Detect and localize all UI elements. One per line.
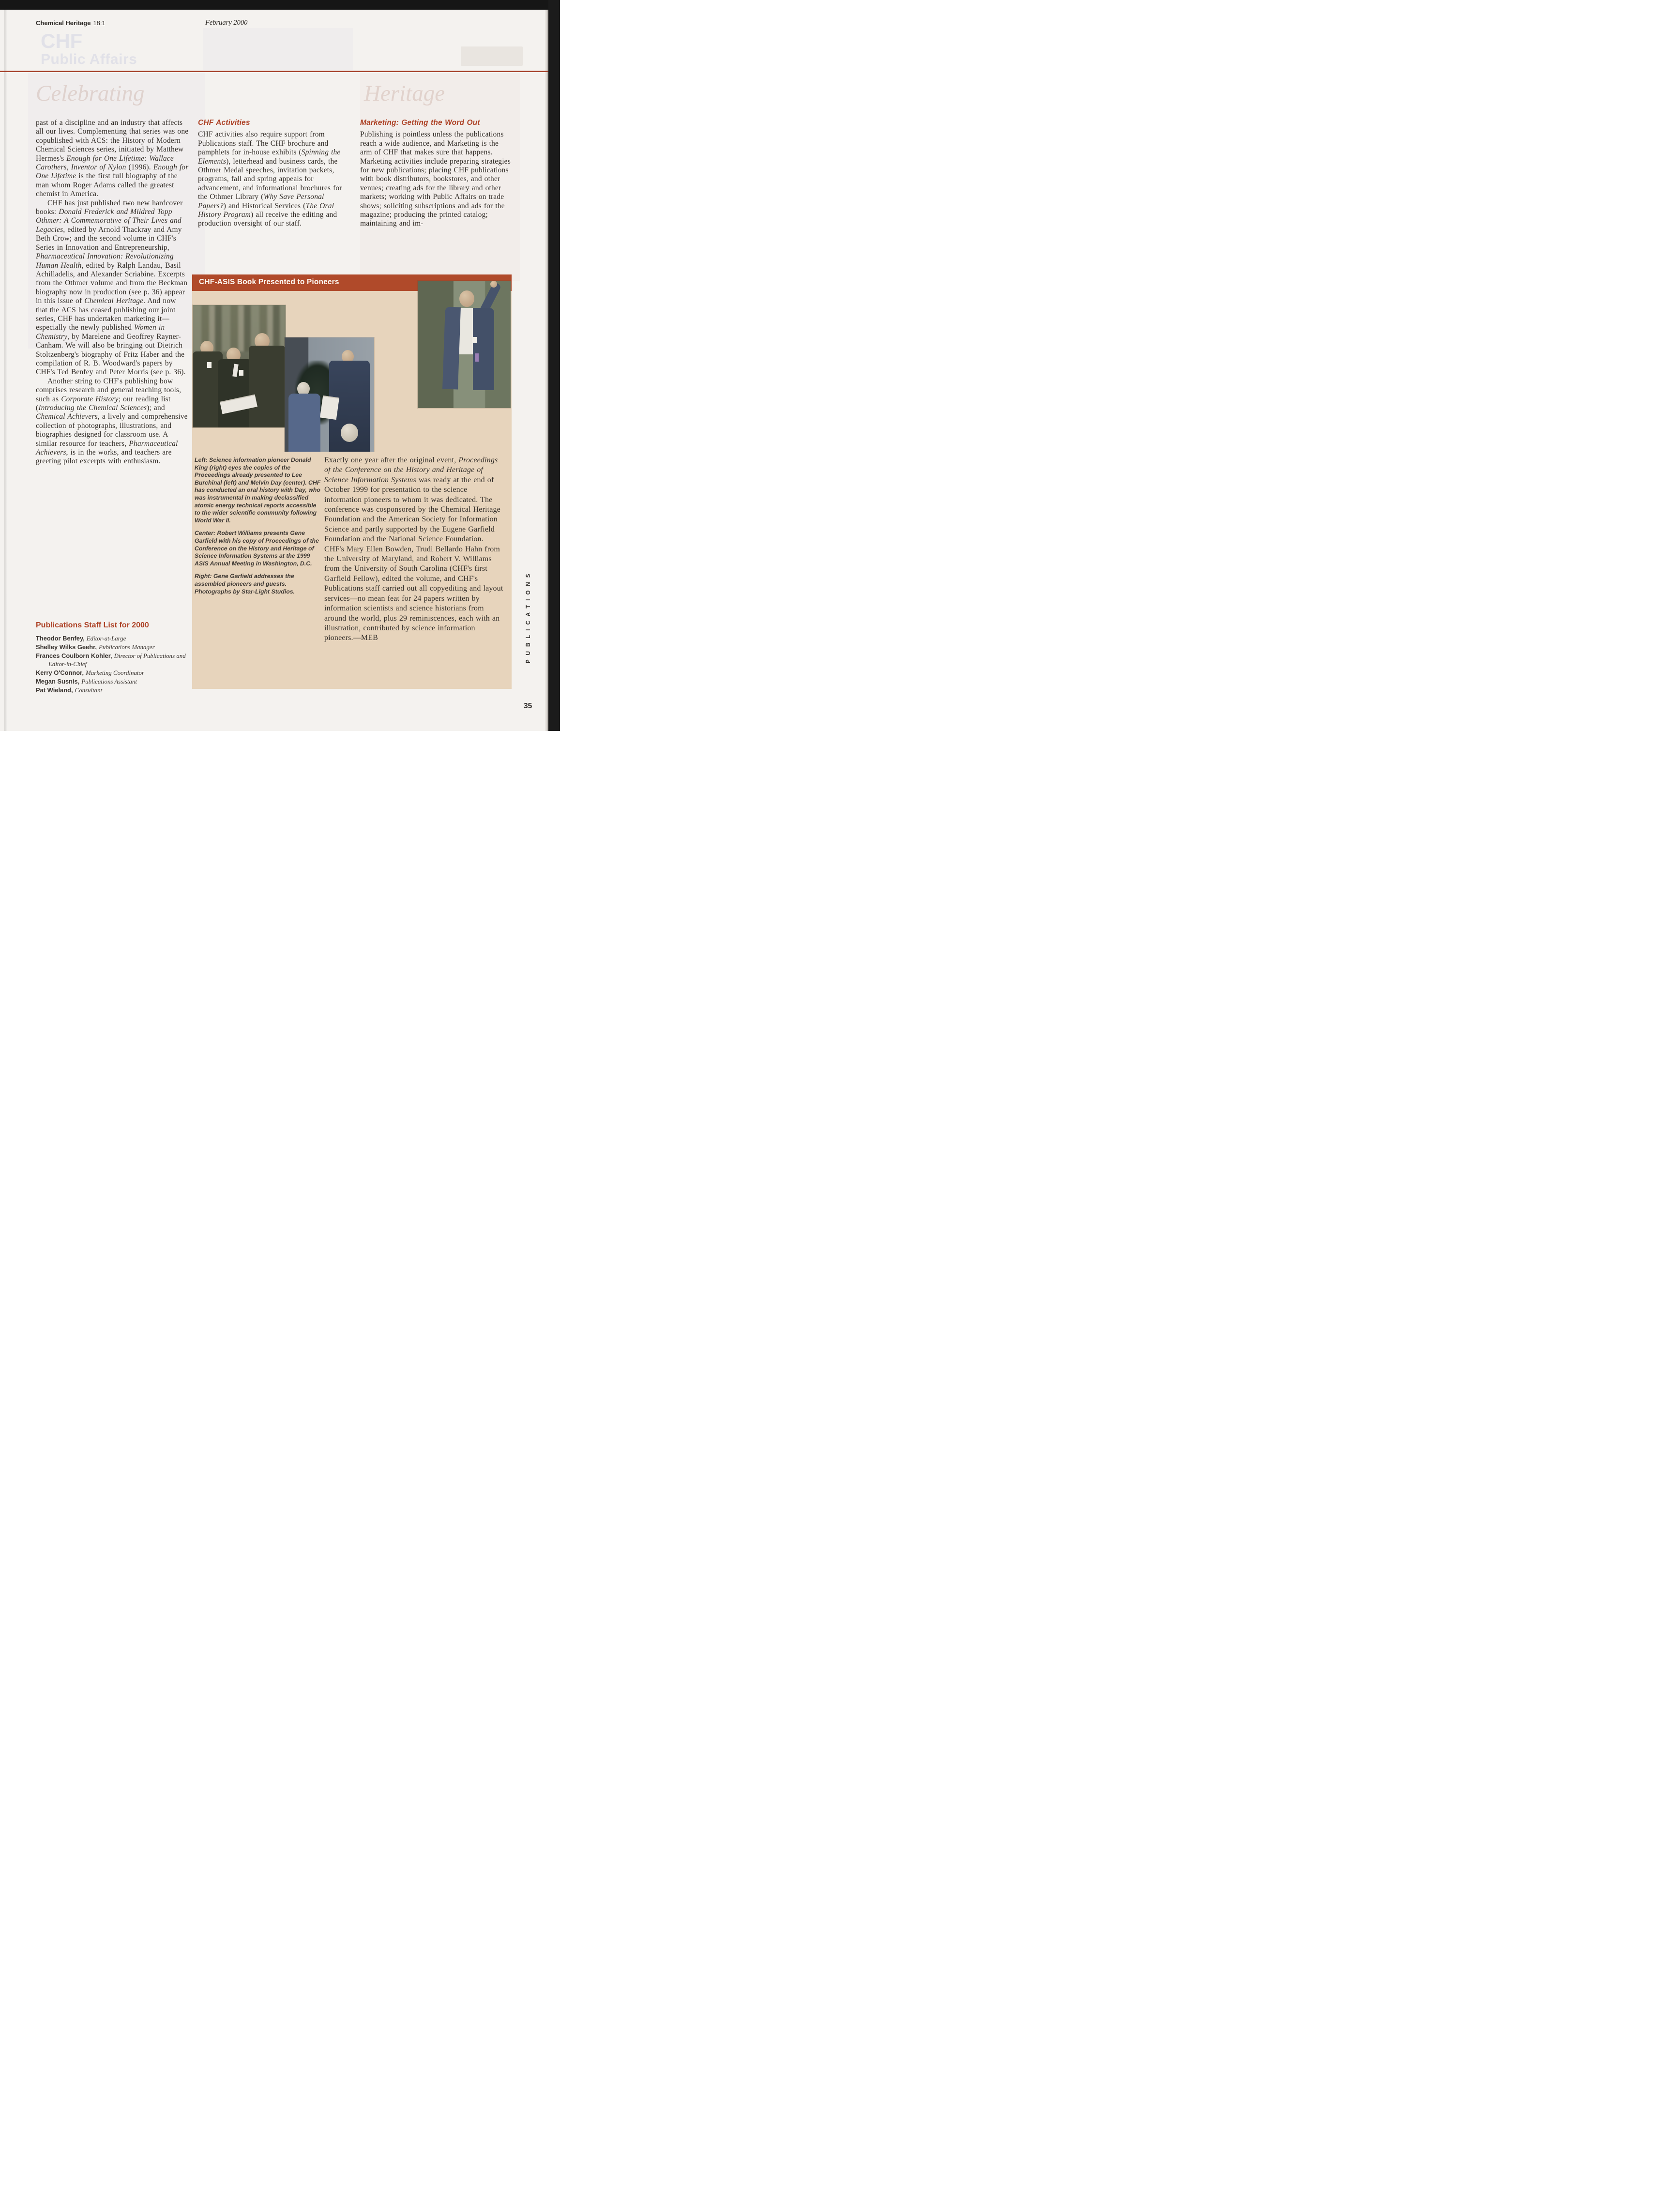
person-head: [459, 290, 474, 307]
section-heading-marketing: Marketing: Getting the Word Out: [360, 119, 480, 127]
ghost-headline-right: Heritage: [364, 81, 445, 106]
presented-book: [320, 396, 339, 420]
staff-member: [36, 634, 196, 643]
staff-member-name: Theodor Benfey,: [36, 635, 85, 642]
staff-member-name: Megan Susnis,: [36, 678, 80, 685]
name-tag: [239, 370, 243, 376]
ghost-watermark-line2: Public Affairs: [41, 51, 137, 67]
feature-banner-title: CHF-ASIS Book Presented to Pioneers: [199, 278, 339, 286]
ghost-headline-left: Celebrating: [36, 81, 145, 106]
photo-pioneers-with-proceedings: [193, 305, 286, 427]
jacket-right: [473, 308, 494, 390]
photo-captions: [195, 457, 321, 601]
issue-number: 18:1: [93, 19, 106, 27]
section-heading-chf-activities: CHF Activities: [198, 119, 250, 127]
staff-member-role: Publications Manager: [99, 644, 155, 651]
caption-left-photo: Left: Science information pioneer Donald King (right) eyes the copies of the Proceedings already presented to Lee Burchinal (left) and Melvin Day (center). CHF has conducted an oral history with Day, who was instrumental in making declassified atomic energy technical reports accessible to the wider scientific community following World War II.: [195, 457, 321, 524]
issue-date: February 2000: [205, 19, 248, 27]
header-rule: [0, 71, 548, 72]
staff-member: [36, 677, 196, 686]
staff-member: [36, 686, 196, 695]
staff-member-role: Consultant: [75, 687, 103, 694]
staff-member: [36, 643, 196, 652]
staff-member-role: Marketing Coordinator: [86, 670, 144, 676]
page-number: 35: [524, 702, 532, 710]
ghost-watermark-chf: [41, 31, 137, 67]
page-right-edge: [545, 10, 548, 731]
staff-member: [36, 652, 196, 669]
scan-edge-right: [548, 0, 560, 731]
column-2: [198, 119, 350, 228]
pointing-hand: [490, 281, 497, 288]
person-head: [341, 424, 358, 442]
staff-member: [36, 669, 196, 677]
staff-member-name: Kerry O'Connor,: [36, 669, 84, 676]
ghost-logo-right: [461, 46, 523, 66]
name-tag: [472, 337, 477, 343]
photo-garfield-addresses-audience: [418, 281, 511, 408]
section-label-vertical: PUBLICATIONS: [526, 569, 531, 663]
staff-member-role: Editor-at-Large: [86, 635, 126, 642]
name-tag: [207, 362, 212, 368]
show-through-tint: [203, 28, 353, 70]
staff-list: [36, 621, 196, 695]
body-paragraph: past of a discipline and an industry that affects all our lives. Complementing that series was one copublished with ACS: the History of Modern Chemical Sciences series, initiated by Matthew Hermes's Enough for One Lifetime: Wallace Carothers, Inventor of Nylon (1996). Enough for One Lifetime is the first full biography of the man whom Roger Adams called the greatest chemist in America.: [36, 119, 189, 198]
ghost-watermark-line1: CHF: [41, 30, 83, 52]
staff-member-role: Publications Assistant: [81, 678, 137, 685]
staff-member-name: Pat Wieland,: [36, 686, 73, 694]
feature-body-text: [324, 456, 505, 643]
column-1: [36, 119, 190, 466]
magazine-title: Chemical Heritage: [36, 19, 91, 27]
caption-center-photo: Center: Robert Williams presents Gene Garfield with his copy of Proceedings of the Conference on the History and Heritage of Science Information Systems at the 1999 ASIS Annual Meeting in Washington, D.C.: [195, 530, 319, 567]
page-fold-shadow: [4, 10, 7, 731]
feature-box: [192, 274, 512, 689]
person-figure: [288, 394, 320, 452]
photo-williams-presents-garfield: [285, 337, 374, 452]
staff-list-heading: Publications Staff List for 2000: [36, 621, 149, 629]
caption-right-photo: Right: Gene Garfield addresses the assembled pioneers and guests. Photographs by Star-Light Studios.: [195, 573, 295, 595]
body-paragraph: CHF activities also require support from Publications staff. The CHF brochure and pamphlets for in-house exhibits (Spinning the Elements), letterhead and business cards, the Othmer Medal speeches, invitation packets, programs, fall and spring appeals for advancement, and informational brochures for the Othmer Library (Why Save Personal Papers?) and Historical Services (The Oral History Program) all receive the editing and production oversight of our staff.: [198, 130, 342, 228]
body-paragraph: CHF has just published two new hardcover books: Donald Frederick and Mildred Topp Othmer: A Commemorative of Their Lives and Legacies, edited by Arnold Thackray and Amy Beth Crow; and the second volume in CHF's Series in Innovation and Entrepreneurship, Pharmaceutical Innovation: Revolutionizing Human Health, edited by Ralph Landau, Basil Achilladelis, and Alexander Scriabine. Excerpts from the Othmer volume and from the Beckman biography now in production (see p. 36) appear in this issue of Chemical Heritage. And now that the ACS has ceased publishing our joint series, CHF has undertaken marketing it—especially the newly published Women in Chemistry, by Marelene and Geoffrey Rayner-Canham. We will also be bringing out Dietrich Stoltzenberg's biography of Fritz Haber and the compilation of R. B. Woodward's papers by CHF's Ted Benfey and Peter Morris (see p. 36).: [36, 198, 188, 377]
award-ribbon: [475, 353, 479, 362]
person-figure: [249, 346, 286, 427]
running-head: [36, 19, 106, 27]
body-paragraph: Publishing is pointless unless the publications reach a wide audience, and Marketing is the arm of CHF that makes sure that happens. Marketing activities include preparing strategies for new publications; placing CHF publications with book distributors, bookstores, and other venues; creating ads for the library and other markets; working with Public Affairs on trade shows; soliciting subscriptions and ads for the magazine; producing the printed catalog; maintaining and im-: [360, 130, 511, 228]
feature-paragraph: Exactly one year after the original event, Proceedings of the Conference on the History and Heritage of Science Information Systems was ready at the end of October 1999 for presentation to the science information pioneers to whom it was dedicated. The conference was cosponsored by the Chemical Heritage Foundation and the American Society for Information Science and partly supported by the Eugene Garfield Foundation and the National Science Foundation. CHF's Mary Ellen Bowden, Trudi Bellardo Hahn from the University of Maryland, and Robert V. Williams from the University of South Carolina (CHF's first Garfield Fellow), edited the volume, and CHF's Publications staff carried out all copyediting and layout services—no mean feat for 24 papers written by information scientists and science historians from around the world, plus 29 reminiscences, each with an illustration, contributed by science information pioneers.—MEB: [324, 456, 503, 642]
magazine-page: [0, 0, 560, 731]
staff-member-name: Shelley Wilks Geehr,: [36, 643, 97, 651]
body-paragraph: Another string to CHF's publishing bow comprises research and general teaching tools, such as Corporate History; our reading list (Introducing the Chemical Sciences); and Chemical Achievers, a lively and comprehensive collection of photographs, illustrations, and biographies designed for classroom use. A similar resource for teachers, Pharmaceutical Achievers, is in the works, and teachers are greeting pilot excerpts with enthusiasm.: [36, 377, 188, 466]
column-3: [360, 119, 512, 228]
jacket-left: [442, 306, 461, 389]
staff-member-name: Frances Coulborn Kohler,: [36, 652, 112, 659]
staff-member-role: Director of Publications and Editor-in-Chief: [48, 653, 186, 668]
scan-edge-top: [0, 0, 560, 10]
